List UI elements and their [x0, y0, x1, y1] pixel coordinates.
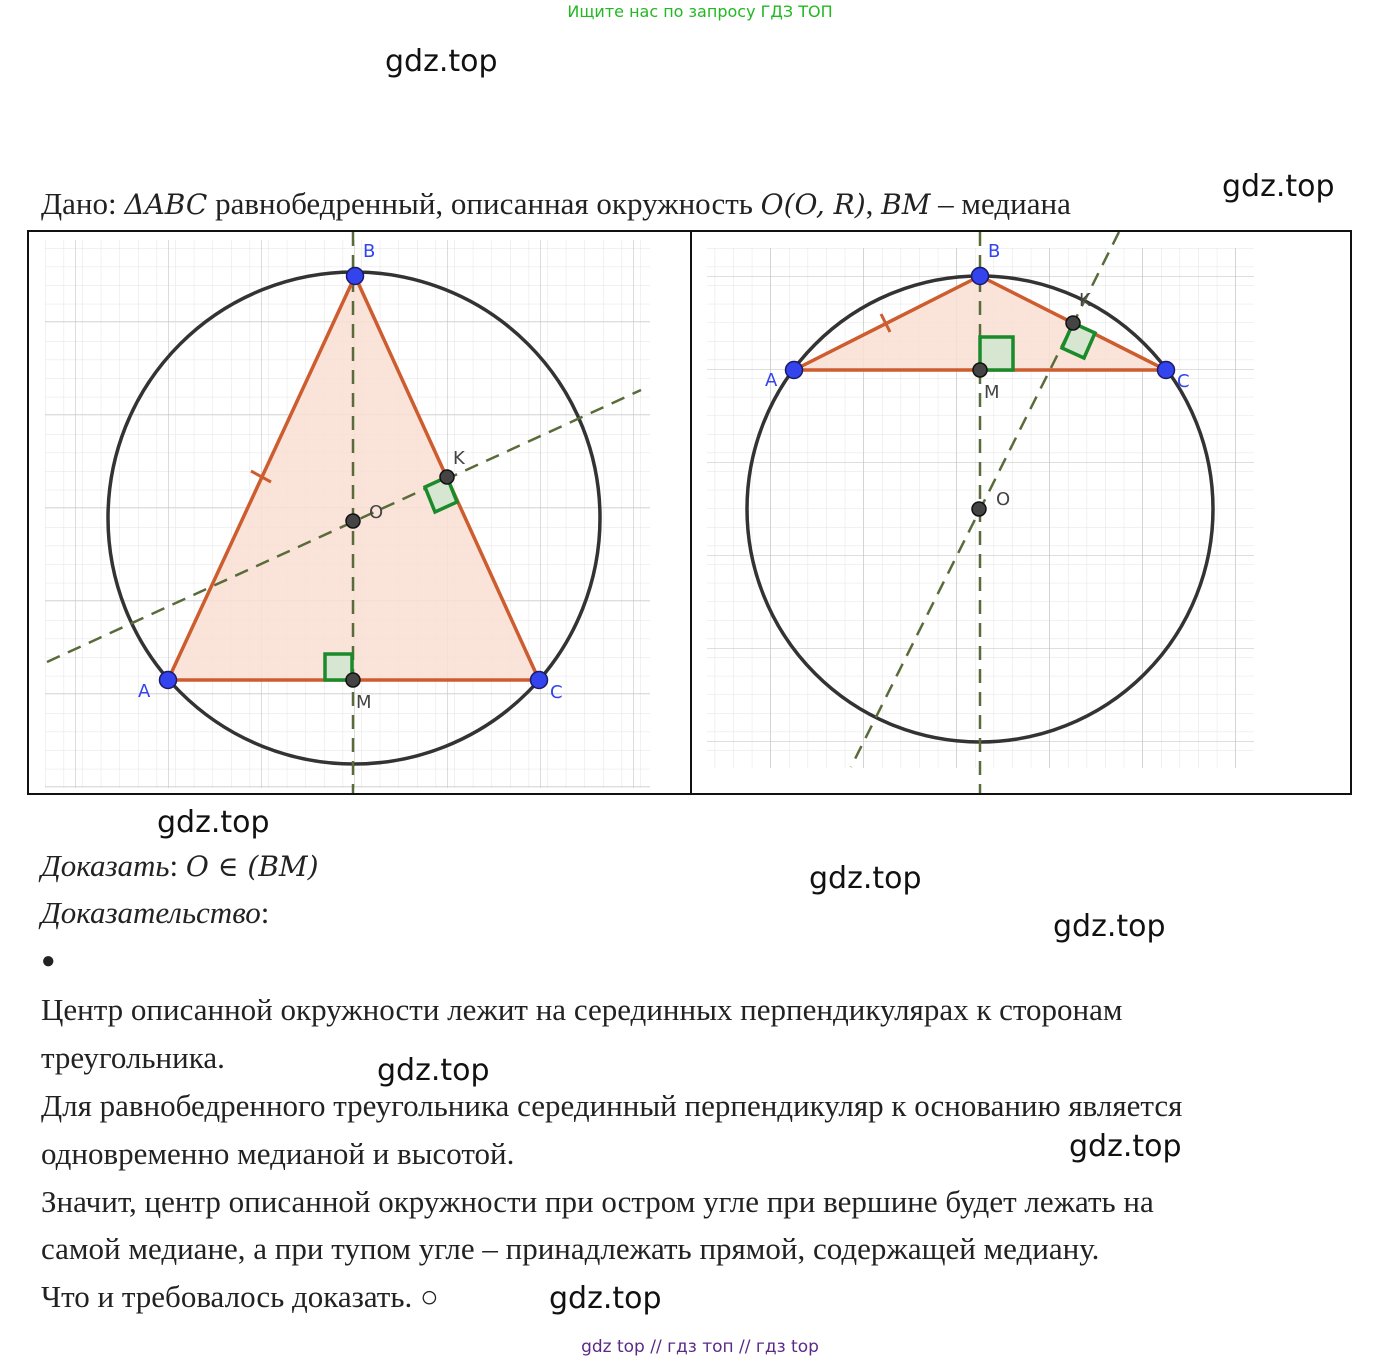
left-label-c: C — [550, 682, 563, 703]
right-point-b — [972, 268, 989, 285]
top-banner: Ищите нас по запросу ГДЗ ТОП — [567, 2, 833, 21]
right-point-m — [973, 363, 987, 377]
left-point-k — [440, 470, 454, 484]
given-comma: , — [865, 186, 882, 221]
left-point-o — [346, 514, 360, 528]
given-circle: O(O, R) — [760, 188, 866, 221]
proof-label-line — [41, 893, 269, 933]
watermark: gdz.top — [1222, 169, 1335, 204]
right-label-b: B — [988, 241, 1001, 262]
left-point-b — [347, 268, 364, 285]
proof-line-1: Центр описанной окружности лежит на серединных перпендикулярах к сторонам — [41, 992, 1123, 1027]
left-label-m: M — [356, 692, 372, 713]
prove-colon: : — [169, 848, 186, 883]
given-text1: равнобедренный, описанная окружность — [207, 186, 761, 221]
right-point-c — [1158, 362, 1175, 379]
watermark: gdz.top — [549, 1281, 662, 1316]
proof-line-5: Значит, центр описанной окружности при остром угле при вершине будет лежать на — [41, 1184, 1154, 1219]
given-triangle: ΔABC — [124, 188, 208, 221]
right-point-o — [972, 502, 986, 516]
proof-line-2: треугольника. — [41, 1040, 225, 1075]
prove-statement: O ∈ (BM) — [185, 850, 319, 883]
watermark: gdz.top — [1053, 909, 1166, 944]
watermark: gdz.top — [809, 861, 922, 896]
proof-line-3: Для равнобедренного треугольника серединный перпендикуляр к основанию является — [41, 1088, 1183, 1123]
left-point-a — [160, 672, 177, 689]
right-label-a: A — [765, 370, 778, 391]
right-point-k — [1066, 316, 1080, 330]
right-label-m: M — [984, 382, 1000, 403]
prove-line — [41, 846, 319, 887]
proof-line-7: Что и требовалось доказать. ○ — [41, 1279, 439, 1314]
watermark: gdz.top — [377, 1053, 490, 1088]
given-line — [41, 184, 1071, 225]
proof-colon: : — [260, 895, 270, 930]
right-label-o: O — [996, 489, 1011, 510]
left-label-k: K — [453, 448, 465, 469]
watermark: gdz.top — [157, 805, 270, 840]
proof-line-4: одновременно медианой и высотой. — [41, 1136, 515, 1171]
left-point-m — [346, 673, 360, 687]
left-label-o: O — [369, 502, 384, 523]
bullet: ● — [41, 948, 56, 974]
right-panel — [707, 232, 1254, 795]
footer-links: gdz top // гдз топ // гдз top — [581, 1337, 819, 1357]
proof-line-6: самой медиане, а при тупом угле – принадлежать прямой, содержащей медиану. — [41, 1231, 1100, 1266]
given-median: BM — [881, 188, 931, 221]
left-point-c — [531, 672, 548, 689]
watermark: gdz.top — [1069, 1129, 1182, 1164]
proof-label: Доказательство — [41, 895, 261, 930]
given-prefix: Дано: — [41, 186, 125, 221]
left-label-b: B — [363, 241, 376, 262]
prove-label: Доказать — [41, 848, 170, 883]
watermark: gdz.top — [385, 44, 498, 79]
panel-divider — [690, 232, 692, 793]
left-label-a: A — [138, 681, 151, 702]
left-panel — [45, 232, 650, 795]
right-label-c: C — [1177, 371, 1190, 392]
right-point-a — [786, 362, 803, 379]
right-label-k: K — [1079, 290, 1091, 311]
given-text2: – медиана — [930, 186, 1071, 221]
figure — [27, 230, 1352, 795]
